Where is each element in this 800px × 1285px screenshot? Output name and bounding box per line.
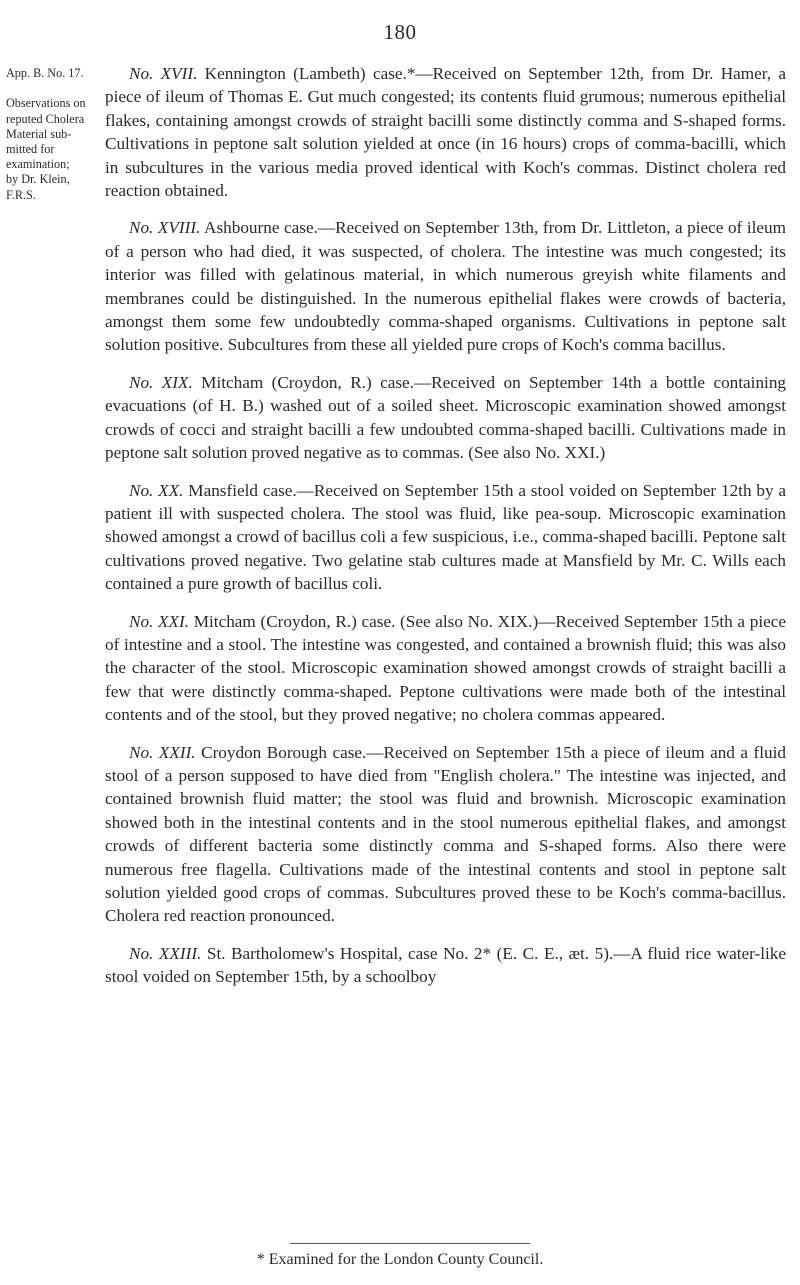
margin-note-line: Material sub- — [6, 126, 72, 141]
case-paragraph — [105, 610, 786, 727]
case-number: No. XIX. — [129, 372, 193, 392]
case-text: Mansfield case.—Received on September 15th a stool voided on September 12th by a patient ill with suspected cholera. The stool was fluid, like pea-soup. Microscopic examination showed amongst a crowd of bacillus coli a few suspicious, i.e., comma-shaped bacilli. Peptone salt cultivations proved negative. Two gelatine stab cultures made at Mansfield by Mr. C. Wills each contained a pure growth of bacillus coli. — [105, 480, 786, 594]
case-paragraph — [105, 479, 786, 596]
case-paragraph — [105, 62, 786, 202]
case-number: No. XX. — [129, 480, 184, 500]
case-number: No. XVII. — [129, 64, 198, 83]
case-paragraph — [105, 216, 786, 356]
margin-note-line: by Dr. Klein, — [6, 172, 70, 187]
margin-note-line: App. B. No. 17. — [6, 66, 84, 80]
margin-note-line — [6, 81, 96, 96]
footnote: * Examined for the London County Council. — [256, 1251, 544, 1268]
body-text — [105, 62, 786, 1003]
case-number: No. XXI. — [129, 611, 190, 631]
case-paragraph — [105, 942, 786, 989]
margin-note-line: mitted for — [6, 142, 55, 157]
case-number: No. XVIII. — [129, 218, 201, 238]
case-paragraph — [105, 741, 786, 928]
margin-note-line: examination; — [6, 157, 70, 172]
case-text: Kennington (Lambeth) case.*—Received on September 12th, from Dr. Hamer, a piece of ileum of Thomas E. Gut much congested; its contents fluid grumous; numerous epithelial flakes, containing amongst crowds of straight bacilli some distinctly comma and S-shaped forms. Cultivations in peptone salt solution yielded at once (in 16 hours) crops of comma-bacilli, which in subcultures in the various media proved identical with Koch's commas. Distinct cholera red reaction obtained. — [105, 64, 786, 201]
margin-note — [6, 66, 96, 203]
case-text: Mitcham (Croydon, R.) case.—Received on September 14th a bottle containing evacuations (of H. B.) washed out of a soiled sheet. Microscopic examination showed amongst crowds of cocci and straight bacilli a few undoubted comma-shaped bacilli. Cultivations made in peptone salt solution proved negative as to commas. (See also No. XXI.) — [105, 372, 787, 463]
margin-note-line: F.R.S. — [6, 187, 36, 202]
case-number: No. XXIII. — [129, 943, 202, 963]
case-paragraph — [105, 371, 786, 465]
case-number: No. XXII. — [129, 742, 196, 762]
case-text: St. Bartholomew's Hospital, case No. 2* (E. C. E., æt. 5).—A fluid rice water-like stool voided on September 15th, by a schoolboy — [105, 943, 786, 987]
margin-note-line: reputed Cholera — [6, 111, 85, 126]
margin-note-line: Observations on — [6, 96, 86, 111]
case-text: Ashbourne case.—Received on September 13th, from Dr. Littleton, a piece of ileum of a person who had died, it was suspected, of cholera. The intestine was much congested; its interior was filled with gelatinous material, in which numerous greyish white filaments and membranes could be distinguished. In the numerous epithelial flakes were crowds of bacteria, amongst them some few undoubtedly comma-shaped organisms. Cultivations in peptone salt solution positive. Subcultures from these all yielded pure crops of Koch's comma bacillus. — [105, 218, 786, 355]
case-text: Croydon Borough case.—Received on September 15th a piece of ileum and a fluid stool of a person supposed to have died from "English cholera." The intestine was injected, and contained brownish fluid matter; the stool was fluid and brownish. Microscopic examination showed both in the intestinal contents and in the stool numerous epithelial flakes, and amongst crowds of different bacteria some distinctly comma and S-shaped forms. Also there were numerous free flagella. Cultivations made of the intestinal contents and stool in peptone salt solution yielded good crops of commas. Subcultures proved these to be Koch's comma-bacillus. Cholera red reaction pronounced. — [105, 742, 786, 926]
page-number: 180 — [383, 20, 417, 44]
case-text: Mitcham (Croydon, R.) case. (See also No. XIX.)—Received September 15th a piece of intestine and a stool. The intestine was congested, and contained a brownish fluid; this was also the character of the stool. Microscopic examination showed amongst crowds of straight bacilli a few that were distinctly comma-shaped. Peptone cultivations were made both of the intestinal contents and of the stool, but they proved negative; no cholera commas appeared. — [105, 611, 786, 725]
footnote-divider — [290, 1243, 530, 1244]
